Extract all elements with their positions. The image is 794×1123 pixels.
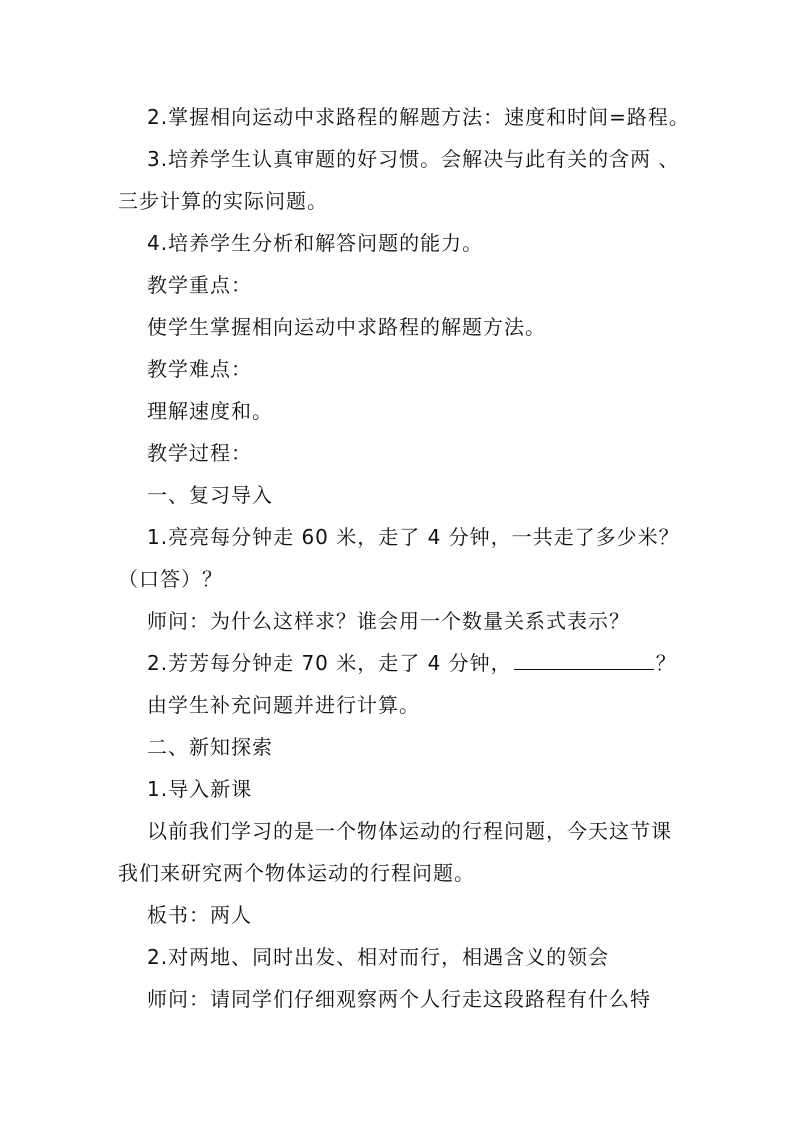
review-question-1-continued: （口答）？ xyxy=(118,567,223,591)
objective-2: 2.掌握相向运动中求路程的解题方法：速度和时间=路程。 xyxy=(147,105,690,129)
teacher-question-1: 师问：为什么这样求？谁会用一个数量关系式表示？ xyxy=(147,609,630,633)
blackboard-note: 板书：两人 xyxy=(147,903,252,927)
heading-difficulties: 教学难点： xyxy=(147,357,252,381)
review-question-2-text: 2.芳芳每分钟走 70 米，走了 4 分钟， xyxy=(147,651,512,675)
difficulties-text: 理解速度和。 xyxy=(147,399,273,423)
heading-key-points: 教学重点： xyxy=(147,273,252,297)
student-completion: 由学生补充问题并进行计算。 xyxy=(147,693,420,717)
objective-3: 3.培养学生认真审题的好习惯。会解决与此有关的含两 、 xyxy=(147,147,680,171)
teacher-question-2: 师问：请同学们仔细观察两个人行走这段路程有什么特 xyxy=(147,987,651,1011)
fill-in-blank xyxy=(514,651,654,670)
intro-paragraph-continued: 我们来研究两个物体运动的行程问题。 xyxy=(118,861,475,885)
section-new-knowledge: 二、新知探索 xyxy=(147,735,273,759)
section-review: 一、复习导入 xyxy=(147,483,273,507)
meaning-understanding: 2.对两地、同时出发、相对而行，相遇含义的领会 xyxy=(147,945,610,969)
review-question-2 xyxy=(147,650,707,676)
review-question-2-end: ？ xyxy=(655,651,677,675)
heading-process: 教学过程： xyxy=(147,441,252,465)
objective-3-continued: 三步计算的实际问题。 xyxy=(118,189,328,213)
review-question-1: 1.亮亮每分钟走 60 米，走了 4 分钟，一共走了多少米？ xyxy=(147,525,680,549)
intro-new-lesson: 1.导入新课 xyxy=(147,777,253,801)
key-points-text: 使学生掌握相向运动中求路程的解题方法。 xyxy=(147,315,546,339)
objective-4: 4.培养学生分析和解答问题的能力。 xyxy=(147,231,484,255)
intro-paragraph: 以前我们学习的是一个物体运动的行程问题，今天这节课 xyxy=(147,819,672,843)
